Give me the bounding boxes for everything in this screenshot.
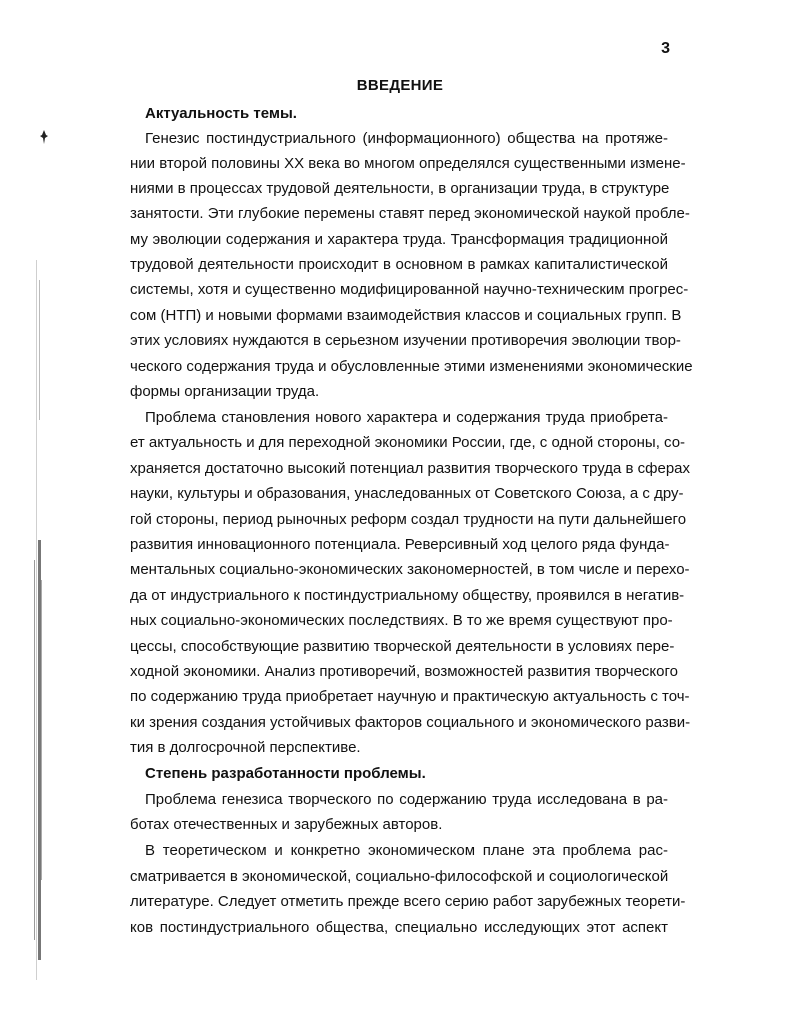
- text-line: да от индустриального к постиндустриальному обществу, проявился в негатив-: [130, 587, 685, 604]
- text-line: му эволюции содержания и характера труда. Трансформация традиционной: [130, 231, 668, 248]
- text-line: сом (НТП) и новыми формами взаимодействия классов и социальных групп. В: [130, 307, 682, 324]
- margin-mark-icon: [40, 130, 48, 144]
- section-heading: ВВЕДЕНИЕ: [356, 77, 444, 94]
- text-line: Проблема становления нового характера и содержания труда приобрета-: [145, 409, 668, 426]
- text-line: ков постиндустриального общества, специально исследующих этот аспект: [130, 919, 668, 936]
- text-line: трудовой деятельности происходит в основном в рамках капиталистической: [130, 256, 668, 273]
- text-line: цессы, способствующие развитию творческой деятельности в условиях пере-: [130, 638, 675, 655]
- text-line: нии второй половины XX века во многом определялся существенными измене-: [130, 155, 686, 172]
- text-line: В теоретическом и конкретно экономическом плане эта проблема рас-: [145, 842, 668, 859]
- text-line: Генезис постиндустриального (информационного) общества на протяже-: [145, 130, 668, 147]
- text-line: системы, хотя и существенно модифицированной научно-техническим прогрес-: [130, 281, 689, 298]
- text-line: ки зрения создания устойчивых факторов социального и экономического разви-: [130, 714, 691, 731]
- text-line: ных социально-экономических последствиях. В то же время существуют про-: [130, 612, 673, 629]
- text-line: ниями в процессах трудовой деятельности, в организации труда, в структуре: [130, 180, 670, 197]
- subheading-relevance: Актуальность темы.: [145, 105, 297, 122]
- text-line: по содержанию труда приобретает научную и практическую актуальность с точ-: [130, 688, 690, 705]
- scan-edge-artifact: [30, 260, 44, 980]
- text-line: литературе. Следует отметить прежде всего серию работ зарубежных теорети-: [130, 893, 686, 910]
- text-line: гой стороны, период рыночных реформ создал трудности на пути дальнейшего: [130, 511, 687, 528]
- text-line: ческого содержания труда и обусловленные этими изменениями экономические: [130, 358, 693, 375]
- text-line: этих условиях нуждаются в серьезном изучении противоречия эволюции твор-: [130, 332, 681, 349]
- page-number: 3: [661, 40, 670, 57]
- text-line: развития инновационного потенциала. Реверсивный ход целого ряда фунда-: [130, 536, 670, 553]
- text-line: ментальных социально-экономических закономерностей, в том числе и перехо-: [130, 561, 690, 578]
- text-line: ботах отечественных и зарубежных авторов.: [130, 816, 443, 833]
- text-line: формы организации труда.: [130, 383, 320, 400]
- text-line: тия в долгосрочной перспективе.: [130, 739, 361, 756]
- text-line: науки, культуры и образования, унаследованных от Советского Союза, а с дру-: [130, 485, 684, 502]
- text-line: ет актуальность и для переходной экономики России, где, с одной стороны, со-: [130, 434, 686, 451]
- text-line: сматривается в экономической, социально-философской и социологической: [130, 868, 669, 885]
- subheading-development-degree: Степень разработанности проблемы.: [145, 765, 426, 782]
- text-line: ходной экономики. Анализ противоречий, возможностей развития творческого: [130, 663, 678, 680]
- text-line: храняется достаточно высокий потенциал развития творческого труда в сферах: [130, 460, 691, 477]
- text-line: занятости. Эти глубокие перемены ставят перед экономической наукой пробле-: [130, 205, 690, 222]
- text-line: Проблема генезиса творческого по содержанию труда исследована в ра-: [145, 791, 668, 808]
